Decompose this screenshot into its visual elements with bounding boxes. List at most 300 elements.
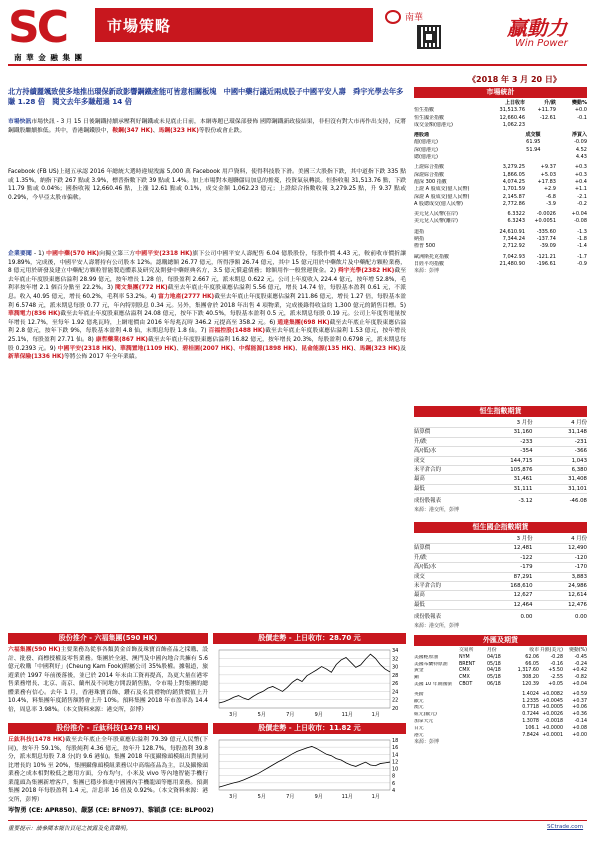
table-cell: +0.59 xyxy=(572,691,587,697)
table-cell: -233 xyxy=(520,438,533,445)
table-cell: 紐元(歐元) xyxy=(414,712,437,718)
table-cell: 0.00 xyxy=(520,614,533,621)
x-tick-label: 7月 xyxy=(286,712,295,718)
table-cell: -1.4 xyxy=(577,243,587,250)
market-brief: 市場快訊市場快訊 - 3 月 15 日後鋼鐵持續承壓利好鋼鐵或未見底止日前，本網專題已環保部發佈 國際鋼鐵新政接結果，非但沒有對大市再作出支持，反將鋼鐵股繼續推低。其中，香港鋼鐵股中，鞍鋼(347 HK)、馬鋼(323 HK)等股份或會止跌。 xyxy=(8,119,406,134)
table-row xyxy=(414,211,587,218)
table-cell: +0.0026 xyxy=(542,712,563,718)
table-cell: 4,074.25 xyxy=(502,178,525,185)
price-chart-1 xyxy=(213,646,406,718)
table-cell: 1,317.60 xyxy=(517,668,539,674)
table-cell: 0.7244 xyxy=(522,712,539,718)
table-row xyxy=(414,726,587,733)
brand-label: 南華 xyxy=(405,13,424,23)
table-cell: +0.3 xyxy=(574,171,587,178)
price-chart-1-header: 股價走勢 - 上日收市：28.70 元 xyxy=(213,633,406,644)
x-tick-label: 3月 xyxy=(229,712,238,718)
table-cell: 恒生國企指數 xyxy=(414,114,445,121)
table-cell: -1.7 xyxy=(577,253,587,260)
table-cell: 升/跌 xyxy=(414,554,427,561)
table-cell: 04/18 xyxy=(487,654,501,660)
table-row xyxy=(414,438,587,447)
table-cell: 高/(低)水 xyxy=(414,564,437,571)
table-row xyxy=(414,719,587,726)
table-cell xyxy=(459,733,515,740)
market-paragraph xyxy=(8,168,406,202)
table-cell: +0.37 xyxy=(572,698,587,704)
table-cell: -354 xyxy=(520,448,533,455)
table-cell: 1,866.05 xyxy=(502,171,525,178)
table-cell: BRENT xyxy=(459,661,476,667)
table-cell: -120 xyxy=(574,554,587,561)
table-row xyxy=(414,601,587,610)
table-cell: +0.08 xyxy=(572,725,587,731)
table-cell: -335.60 xyxy=(536,228,556,235)
table-row xyxy=(414,243,587,250)
table-cell: 04/18 xyxy=(487,668,501,674)
table-cell: +5.03 xyxy=(540,171,556,178)
brand-icon xyxy=(385,10,401,24)
x-tick-label: 1月 xyxy=(371,794,380,800)
table-cell: CBOT xyxy=(459,681,473,687)
table-row xyxy=(414,582,587,591)
table-cell: A 股總成交(億人民幣) xyxy=(414,200,463,207)
table-cell: 加拿大元 xyxy=(414,718,434,724)
headline: 北方持續麗颯致使多地推出環保新政影響鋼鐵產能可皆意相關板塊 中國中藥行議近兩成股子中國平安人壽 舜宇光學去年多賺 1.28 倍 閱文去年多賺超過 14 倍 xyxy=(8,87,404,106)
y-tick-label: 14 xyxy=(392,752,399,759)
table-row xyxy=(414,254,587,261)
table-row xyxy=(414,655,587,662)
table-row xyxy=(414,179,587,186)
table-row xyxy=(414,457,587,466)
table-cell: -0.9 xyxy=(577,260,587,267)
table-cell: 31,461 xyxy=(513,476,533,483)
table-row xyxy=(414,554,587,563)
table-row xyxy=(414,447,587,456)
table-row xyxy=(414,229,587,236)
table-cell: 滬(億港元) xyxy=(414,139,438,146)
table-cell: +0.04 xyxy=(571,211,587,218)
table-cell: 51.94 xyxy=(526,146,541,153)
table-cell: 升/跌 xyxy=(544,100,556,106)
table-cell xyxy=(414,535,478,543)
table-row xyxy=(414,122,587,129)
table-cell: 淨買入 xyxy=(571,132,587,139)
stock-pick-2-header: 股份推介 - 丘鈦科技(1478 HK) xyxy=(8,723,208,734)
x-tick-label: 7月 xyxy=(286,794,295,800)
table-cell: CMX xyxy=(459,668,470,674)
table-cell: 道指 xyxy=(414,228,425,235)
table-cell: -2.1 xyxy=(577,193,587,200)
table-cell: 144,715 xyxy=(510,457,533,464)
table-cell: 上證 A 股成交(億人民幣) xyxy=(414,186,470,193)
table-cell: 變動% xyxy=(571,100,587,106)
table-cell: -0.45 xyxy=(574,654,587,660)
table-cell: -39.09 xyxy=(539,243,556,250)
table-row xyxy=(414,475,587,484)
table-cell: -12.61 xyxy=(539,114,556,121)
table-cell: 變動(%) xyxy=(569,648,587,653)
y-tick-label: 30 xyxy=(392,664,399,671)
table-cell: -0.24 xyxy=(574,661,587,667)
table-cell xyxy=(525,122,556,129)
table-cell: 2,145.87 xyxy=(502,193,525,200)
author-line: 岑智勇 (CE: APR850)、嚴瑟 (CE: BFN097)、黎穎彥 (CE: BLP002) xyxy=(8,807,214,814)
table-cell: 升跌(美元) xyxy=(540,648,563,653)
table-cell: 3,279.25 xyxy=(502,164,525,171)
table-cell: 深(億港元) xyxy=(414,146,438,153)
table-cell: -231 xyxy=(574,438,587,445)
table-cell: -0.14 xyxy=(574,718,587,724)
table-cell: 成交 xyxy=(414,457,425,464)
x-tick-label: 11月 xyxy=(341,794,353,800)
table-cell: 0.7718 xyxy=(522,705,539,711)
table-cell xyxy=(414,648,459,655)
title-banner xyxy=(95,8,373,42)
table-row xyxy=(414,544,587,553)
fx-table xyxy=(414,648,587,746)
table-cell xyxy=(459,719,515,726)
table-cell: 6,380 xyxy=(571,467,587,474)
table-cell: +0.0082 xyxy=(542,691,563,697)
table-cell: 美元兌人民幣(離岸) xyxy=(414,218,458,225)
table-cell xyxy=(414,100,494,107)
table-cell: 恒生指數 xyxy=(414,107,435,114)
logo-subtitle: 南 華 金 融 集 團 xyxy=(14,53,84,62)
header-divider xyxy=(8,64,587,66)
table-cell: 1.4024 xyxy=(522,691,539,697)
source-note: 來源：港交所，彭博 xyxy=(414,506,460,513)
table-cell: 4 月份 xyxy=(571,420,587,426)
table-cell: 銅 xyxy=(414,675,419,681)
y-tick-label: 16 xyxy=(392,745,399,752)
hscei-futures-table xyxy=(414,535,587,630)
table-cell: +9.37 xyxy=(540,164,556,171)
table-cell: NYM xyxy=(459,654,470,660)
table-header xyxy=(414,535,587,544)
table-cell xyxy=(459,712,515,719)
table-cell: +0.0000 xyxy=(542,725,563,731)
x-tick-label: 5月 xyxy=(257,712,266,718)
y-tick-label: 22 xyxy=(392,697,399,704)
table-cell: 成交額 xyxy=(525,132,541,139)
table-cell: 6.3243 xyxy=(507,218,525,225)
hsi-futures-header: 恒生指數期貨 xyxy=(414,406,587,417)
price-line xyxy=(219,654,390,703)
table-cell: 12,660.46 xyxy=(499,114,525,121)
table-cell: 308.20 xyxy=(522,675,539,681)
table-cell: -6.8 xyxy=(546,193,556,200)
table-cell: 高/(低)水 xyxy=(414,448,437,455)
table-header xyxy=(414,419,587,428)
y-tick-label: 28 xyxy=(392,672,399,679)
table-cell xyxy=(494,154,541,161)
table-cell: 月份 xyxy=(487,648,497,653)
table-header xyxy=(414,648,587,655)
x-tick-label: 3月 xyxy=(229,794,238,800)
table-row xyxy=(414,154,587,161)
table-cell: -122 xyxy=(520,554,533,561)
market-stats-table xyxy=(414,100,587,276)
table-cell: -0.08 xyxy=(574,218,587,225)
table-cell: 3,883 xyxy=(571,573,587,580)
x-tick-label: 5月 xyxy=(257,794,266,800)
table-row xyxy=(414,261,587,268)
table-cell: -2.55 xyxy=(550,675,563,681)
table-cell: -0.09 xyxy=(574,139,587,146)
table-cell: 1,043 xyxy=(571,457,587,464)
table-cell: +0.04 xyxy=(572,681,587,687)
footer-link[interactable]: SCtrade.com xyxy=(547,824,584,830)
table-cell: -0.16 xyxy=(550,661,563,667)
table-header xyxy=(414,132,587,139)
table-cell: +0.0051 xyxy=(534,218,556,225)
stock-pick-1-text: 六福集團(590 HK)主要業務為從事各類黃金首飾及珠寶首飾產品之採購、設計、批發、商標授權及零售業務。集團於全港、澳門及中國內地合共擁有 5.6 億元收購「中國利好」(Cheung Kam Fook)附屬公司 35%股權。據報道，旅遊業於 1997 年前後落後，並已於 2014 年未由工資再提高，為更大量在港零售業務增長、北京、南京、蘭州及不同地方開設銷售點，令市場上對集團的總體業務有信心。去年 1 月，香港珠寶首飾、鑽石及名貴禮物的銷貨價值上升 10.4%，料集團年度銷售額將會上升 10%。預料集團 2018 年市盈率為 14.4 倍，周息率 3.98%。（本文資料來源：港交所，彭博） xyxy=(8,647,208,713)
table-cell: 總(億港元) xyxy=(414,154,438,161)
table-row xyxy=(414,733,587,740)
table-cell: -0.0018 xyxy=(544,718,563,724)
table-row xyxy=(414,164,587,171)
table-cell: 2,712.92 xyxy=(502,243,525,250)
table-cell: 7.8424 xyxy=(522,732,539,738)
table-cell: 最低 xyxy=(414,601,425,608)
table-cell: 2,772.86 xyxy=(502,200,525,207)
table-row xyxy=(414,692,587,699)
table-cell: -366 xyxy=(574,448,587,455)
table-row xyxy=(414,573,587,582)
y-tick-label: 20 xyxy=(392,706,399,712)
table-cell: 24,610.91 xyxy=(499,228,525,235)
table-cell: -121.21 xyxy=(536,253,556,260)
table-cell xyxy=(556,122,587,129)
table-cell xyxy=(459,726,515,733)
table-cell: 21,480.90 xyxy=(499,260,525,267)
table-cell: 1.3078 xyxy=(522,718,539,724)
table-cell: 4.52 xyxy=(575,146,587,153)
x-tick-label: 11月 xyxy=(341,712,353,718)
table-row xyxy=(414,563,587,572)
table-cell: +0.3 xyxy=(574,164,587,171)
table-cell: 31,513.76 xyxy=(499,107,525,114)
x-tick-label: 9月 xyxy=(314,794,323,800)
table-cell: 最高 xyxy=(414,476,425,483)
table-cell: 納指 xyxy=(414,236,425,243)
table-cell: +0.0045 xyxy=(542,698,563,704)
table-cell: 1,062.23 xyxy=(502,121,525,128)
table-cell: -46.08 xyxy=(569,498,587,505)
y-tick-label: 26 xyxy=(392,681,399,688)
table-cell: +0.06 xyxy=(572,705,587,711)
table-cell: CMX xyxy=(459,675,470,681)
table-cell: 1.2335 xyxy=(522,698,539,704)
table-row xyxy=(414,194,587,201)
table-cell: 日元 xyxy=(414,725,424,731)
y-tick-label: 34 xyxy=(392,648,399,654)
table-cell: 深證綜合指數 xyxy=(414,171,445,178)
table-cell xyxy=(459,692,515,699)
table-row xyxy=(414,497,587,505)
table-cell: 87,291 xyxy=(513,573,533,580)
table-cell: +1.1 xyxy=(574,186,587,193)
table-cell xyxy=(459,705,515,712)
table-cell: 最低 xyxy=(414,485,425,492)
table-row xyxy=(414,466,587,475)
header xyxy=(0,0,595,70)
footer-divider xyxy=(8,820,587,821)
table-cell: -0.28 xyxy=(550,654,563,660)
table-cell: 成交 xyxy=(414,573,425,580)
y-tick-label: 32 xyxy=(392,656,399,663)
table-cell: +11.79 xyxy=(537,107,556,114)
table-cell: 6.3322 xyxy=(507,211,525,218)
table-cell: 12,490 xyxy=(568,545,587,552)
table-cell: 4.43 xyxy=(575,154,587,161)
table-row xyxy=(414,485,587,494)
plot-frame xyxy=(219,740,390,790)
table-cell: 交易所 xyxy=(459,648,474,653)
table-cell: 澳元 xyxy=(414,705,424,711)
report-date: 《2018 年 3 月 20 日》 xyxy=(468,75,561,84)
table-cell: 美國輕原油 xyxy=(414,654,438,660)
table-cell: 12,464 xyxy=(513,601,533,608)
table-cell: 歐元 xyxy=(414,698,424,704)
table-row xyxy=(414,186,587,193)
table-cell: 美國布蘭特原油 xyxy=(414,661,448,667)
y-tick-label: 6 xyxy=(392,780,396,787)
table-cell: 0.00 xyxy=(574,614,587,621)
market-stats-header: 市場統計 xyxy=(414,87,587,98)
table-cell: 收市 xyxy=(529,648,539,653)
qr-code-icon[interactable] xyxy=(417,25,441,49)
hsi-futures-table xyxy=(414,419,587,514)
table-cell: 上日收市 xyxy=(504,100,525,106)
table-cell xyxy=(459,699,515,706)
price-line xyxy=(219,746,390,787)
table-cell: 12,481 xyxy=(513,545,533,552)
company-logo xyxy=(8,2,88,62)
source-note: 來源：彭博 xyxy=(414,268,440,275)
table-cell xyxy=(414,419,478,427)
y-tick-label: 4 xyxy=(392,788,396,794)
table-cell: +0.0005 xyxy=(542,705,563,711)
table-cell: 結算價 xyxy=(414,545,431,552)
table-cell: 1,701.59 xyxy=(502,186,525,193)
y-tick-label: 24 xyxy=(392,689,399,696)
corporate-news: 企業要聞 - 1) 中國中藥(570 HK)向獨立第三方中國平安(2318 HK)旗下公司中國平安人壽配售 6.04 億股股份，每股作價 4.43 元，較前收市價折讓 19.89%，完成後，中國平安人壽將持有公司股本 12%。認購總額 26.77 億元，所得淨額 26.74 億元，其中 15 億元用於中藥飲片及中藥配方顆粒業務，8 億元用於研發及建立中藥配方顆粒智能製造體系及研究及開發中藥經典名方，3.5 億元償還債務；餘額用作一般營運資金。2) 舜宇光學(2382 HK)截至去年底止年度股東應佔溢利 28.99 億元，按年增長 1.28 倍，每股盈利 2.667 元，派末期息 0.622 元。公司上年度收入 224.4 億元，按年增 52.8%，毛利率按年增 2.1 個百分點至 22.2%。3) 閱文集團(772 HK)截至去年底止年度股東應佔溢利 5.56 億元，增長 14.74 倍，每股基本盈利 0.61 元，不派息。收入 40.95 億元，增長 60.2%，毛利率 53.2%。4) 富力地產(2777 HK)截至去年底止年度股東應佔溢利 211.86 億元，增長 1.27 倍，每股基本盈利 6.5748 元，派末期息每股 0.77 元，年內特別股息 0.34 元。另外，集團會於 2018 年出售 4 項物業，完成後錄得收益約 1,300 億元的銷售目標。5) 華潤電力(836 HK)截至去年底止年度股東應佔溢利 24.08 億元，按年下跌 40.5%，每股基本盈利 0.5 元，派末期息每股 0.19 元。公司上年度售電量按年增長 12.7%，至每年 1.92 億兆瓦時，上網電價由 2016 年每兆瓦時 346.2 元提高至 358.2 元。6) 通達集團(698 HK)截至去年底止年度股東應佔溢利 2.8 億元，按年下跌 9%，每股基本盈利 4.8 仙，末期息每股 1.8 仙。7) 百福控股(1488 HK)截至去年底止年度股東應佔溢利 1.53 億元，按年增長 25.1%，每股盈利 27.71 仙。8) 康哲藥業(867 HK)截至去年底止年度股東應佔溢利 16.82 億元，按年增長 20.3%，每股盈利 0.6798 元，派末期息每股 0.2393 元。9) 中國平安(2318 HK)、華潤置地(1109 HK)、碧桂園(2007 HK)、中煤能源(1898 HK)、昆侖能源(135 HK)、馬鋼(323 HK)及新華保險(1336 HK)等將公佈 2017 年全年業績。 xyxy=(8,251,407,361)
stock-pick-2-text: 丘鈦科技(1478 HK)截至去年底止全年股東應佔溢利 79.39 億元人民幣(下同)，按年升 59.1%，每股純利 4.36 億元，按年升 128.7%，每股盈利 39.8 分，派末期息每股 7.8 分(約 9.6 港仙)。集團 2018 年度攝像頭模組出貨量同比增長約 10% 至 20%，集團攝像頭模組業務以中高端產品為主，以及攝像頭業務之成本相對較低之應用方面，分布均勻，小米及 vivo 等內地智能手機行業龍頭為集團新增客戶，集團已穩步推進中國國內手機龍頭等應用業務。預測集團 2018 年每股盈利 1.4 元，計息率 16 倍及 0.92%。（本文資料來源：港交所，彭博） xyxy=(8,737,208,803)
table-cell: +0.0001 xyxy=(542,732,563,738)
table-cell: 日經平均指數 xyxy=(414,260,445,267)
table-cell: -0.0026 xyxy=(536,211,556,218)
table-cell: 深證 A 股成交(億人民幣) xyxy=(414,193,470,200)
table-cell: +2.9 xyxy=(543,186,556,193)
source-note: 來源：彭博 xyxy=(414,739,440,746)
table-cell: 成份股報表 xyxy=(414,498,441,505)
table-row xyxy=(414,236,587,243)
table-cell: 31,160 xyxy=(513,429,533,436)
win-power-logo xyxy=(497,8,587,58)
table-row xyxy=(414,682,587,689)
table-cell: +0.05 xyxy=(548,681,563,687)
table-cell: -0.2 xyxy=(577,200,587,207)
table-cell: 港元 xyxy=(414,732,424,738)
table-row xyxy=(414,172,587,179)
table-cell: 06/18 xyxy=(487,681,501,687)
table-cell: 黃金 xyxy=(414,668,424,674)
footer-note: 重要提示：請參閱本報告頁尾之披露及免責聲明。 xyxy=(8,826,132,832)
win-power-en: Win Power xyxy=(515,38,568,49)
table-cell: 7,042.93 xyxy=(502,253,525,260)
table-row xyxy=(414,613,587,621)
table-cell: 美國 10 年期國債 xyxy=(414,681,452,687)
table-cell: 12,627 xyxy=(513,592,533,599)
table-cell: 港股通 xyxy=(414,132,430,139)
table-cell: +5.50 xyxy=(548,668,563,674)
market-text: Facebook (FB US)上週五承認 2016 年總統大選時違規洩露 5,000 萬 Facebook 用戶資料，使得科技股下滑。美國三大股指下跌，其中道指下跌 335 點或 1.35%，納指下跌 267 點或 3.9%，標普指數下跌 39 點或 1.4%。加上市場對本週聯儲局加息的擔憂，投資氣氛轉淡。恒指收報 31,513.76 點，下跌 11.79 點或 0.04%；國指收報 12,660.46 點，上漲 12.61 點或 0.1%，成交金額 1,062.23 億元；上證綜合指數收報 3,279.25 點，升 9.37 點或 0.29%，今早亞太股市偏軟。 xyxy=(8,169,406,201)
table-row xyxy=(414,139,587,146)
table-cell: 4 月份 xyxy=(571,536,587,542)
stock-pick-1-header: 股份推介 - 六福集團(590 HK) xyxy=(8,633,208,644)
table-cell: 12,614 xyxy=(568,592,587,599)
table-cell: 31,101 xyxy=(568,485,587,492)
table-cell: 61.95 xyxy=(526,139,541,146)
table-cell: 120.39 xyxy=(522,681,539,687)
table-cell: 成份股報表 xyxy=(414,614,441,621)
table-cell: -137.74 xyxy=(536,236,556,243)
page-title: 市場策略 xyxy=(107,17,172,35)
win-power-zh: 贏動力 xyxy=(507,16,567,40)
table-cell: -1.3 xyxy=(577,228,587,235)
table-cell: 滬深 300 指數 xyxy=(414,178,447,185)
table-cell: +0.36 xyxy=(572,712,587,718)
table-cell: 31,408 xyxy=(568,476,587,483)
table-row xyxy=(414,712,587,719)
table-row xyxy=(414,591,587,600)
y-tick-label: 18 xyxy=(392,738,399,744)
y-tick-label: 8 xyxy=(392,773,396,780)
table-cell: 美元兌人民幣(在岸) xyxy=(414,211,458,218)
table-cell: 標普 500 xyxy=(414,243,436,250)
table-cell: -170 xyxy=(574,564,587,571)
table-cell: +0.0 xyxy=(574,107,587,114)
table-cell: 24,986 xyxy=(568,583,587,590)
fx-header: 外匯及期貨 xyxy=(414,635,587,646)
table-cell: 未平倉合約 xyxy=(414,467,441,474)
x-tick-label: 1月 xyxy=(371,712,380,718)
source-note: 來源：港交所，彭博 xyxy=(414,622,460,629)
table-cell: 62.06 xyxy=(525,654,539,660)
table-row xyxy=(414,218,587,225)
table-cell: 成交金額(億港元) xyxy=(414,121,453,128)
table-cell: 最高 xyxy=(414,592,425,599)
y-tick-label: 12 xyxy=(392,759,399,766)
table-cell: 歐洲斯托克指數 xyxy=(414,253,450,260)
table-cell: 168,610 xyxy=(510,583,533,590)
x-tick-label: 9月 xyxy=(314,712,323,718)
table-cell: 3 月份 xyxy=(516,420,533,426)
table-cell: -3.9 xyxy=(546,200,556,207)
table-cell: 66.05 xyxy=(525,661,539,667)
table-cell: 7,344.24 xyxy=(502,236,525,243)
table-cell: 結算價 xyxy=(414,429,431,436)
table-row xyxy=(414,115,587,122)
table-cell: 12,476 xyxy=(568,601,587,608)
table-cell: 105,876 xyxy=(510,467,533,474)
table-row xyxy=(414,675,587,682)
table-cell: -0.1 xyxy=(577,114,587,121)
table-cell: +17.83 xyxy=(537,178,556,185)
logo-mark: SC xyxy=(8,2,66,53)
